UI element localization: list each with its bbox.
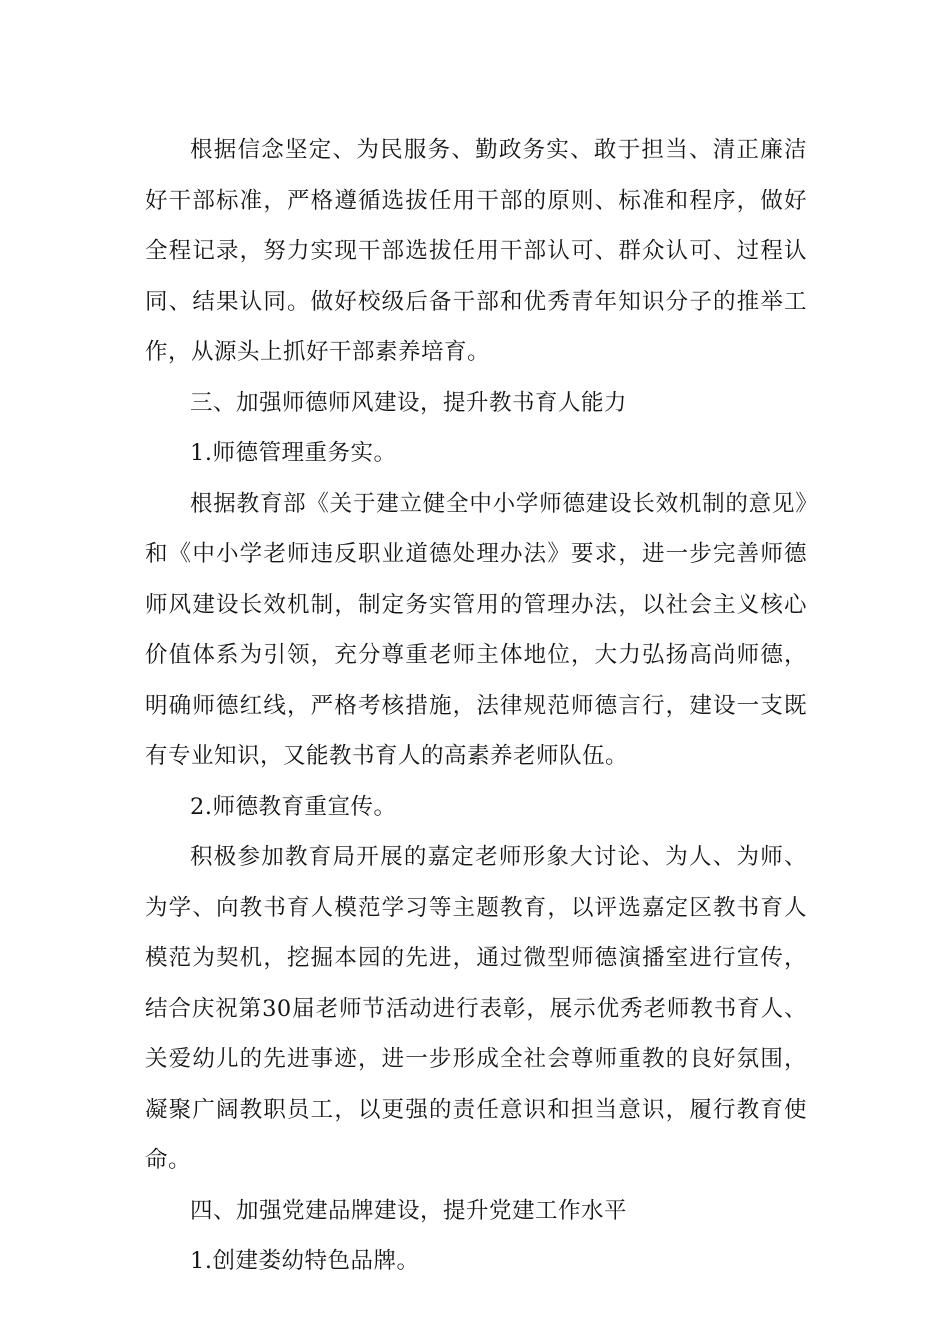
- subheading-4-1: 1.创建娄幼特色品牌。: [190, 1248, 420, 1274]
- paragraph-ethics-education: 积极参加教育局开展的嘉定老师形象大讨论、为人、为师、为学、向教书育人模范学习等主题教育，以评选嘉定区教书育人模范为契机，挖掘本园的先进，通过微型师德演播室进行宣传，结合庆祝第30届老师节活动进行表彰，展示优秀老师教书育人、关爱幼儿的先进事迹，进一步形成全社会尊师重教的良好氛围，凝聚广阔教职员工，以更强的责任意识和担当意识，履行教育使命。: [145, 844, 807, 1173]
- subheading-3-1: 1.师德管理重务实。: [190, 440, 397, 466]
- section-heading-4: 四、加强党建品牌建设，提升党建工作水平: [190, 1197, 628, 1224]
- paragraph-cadre-selection: 根据信念坚定、为民服务、勤政务实、敢于担当、清正廉洁好干部标准，严格遵循选拔任用干部的原则、标准和程序，做好全程记录，努力实现干部选拔任用干部认可、群众认可、过程认同、结果认同。做好校级后备干部和优秀青年知识分子的推举工作，从源头上抓好干部素养培育。: [145, 137, 807, 365]
- document-page: [145, 125, 807, 1287]
- section-heading-3: 三、加强师德师风建设，提升教书育人能力: [190, 389, 628, 416]
- subheading-3-2: 2.师德教育重宣传。: [190, 793, 397, 820]
- paragraph-ethics-management: 根据教育部《关于建立健全中小学师德建设长效机制的意见》和《中小学老师违反职业道德处理办法》要求，进一步完善师德师风建设长效机制，制定务实管用的管理办法，以社会主义核心价值体系为引领，充分尊重老师主体地位，大力弘扬高尚师德，明确师德红线，严格考核措施，法律规范师德言行，建设一支既有专业知识，又能教书育人的高素养老师队伍。: [145, 490, 807, 769]
